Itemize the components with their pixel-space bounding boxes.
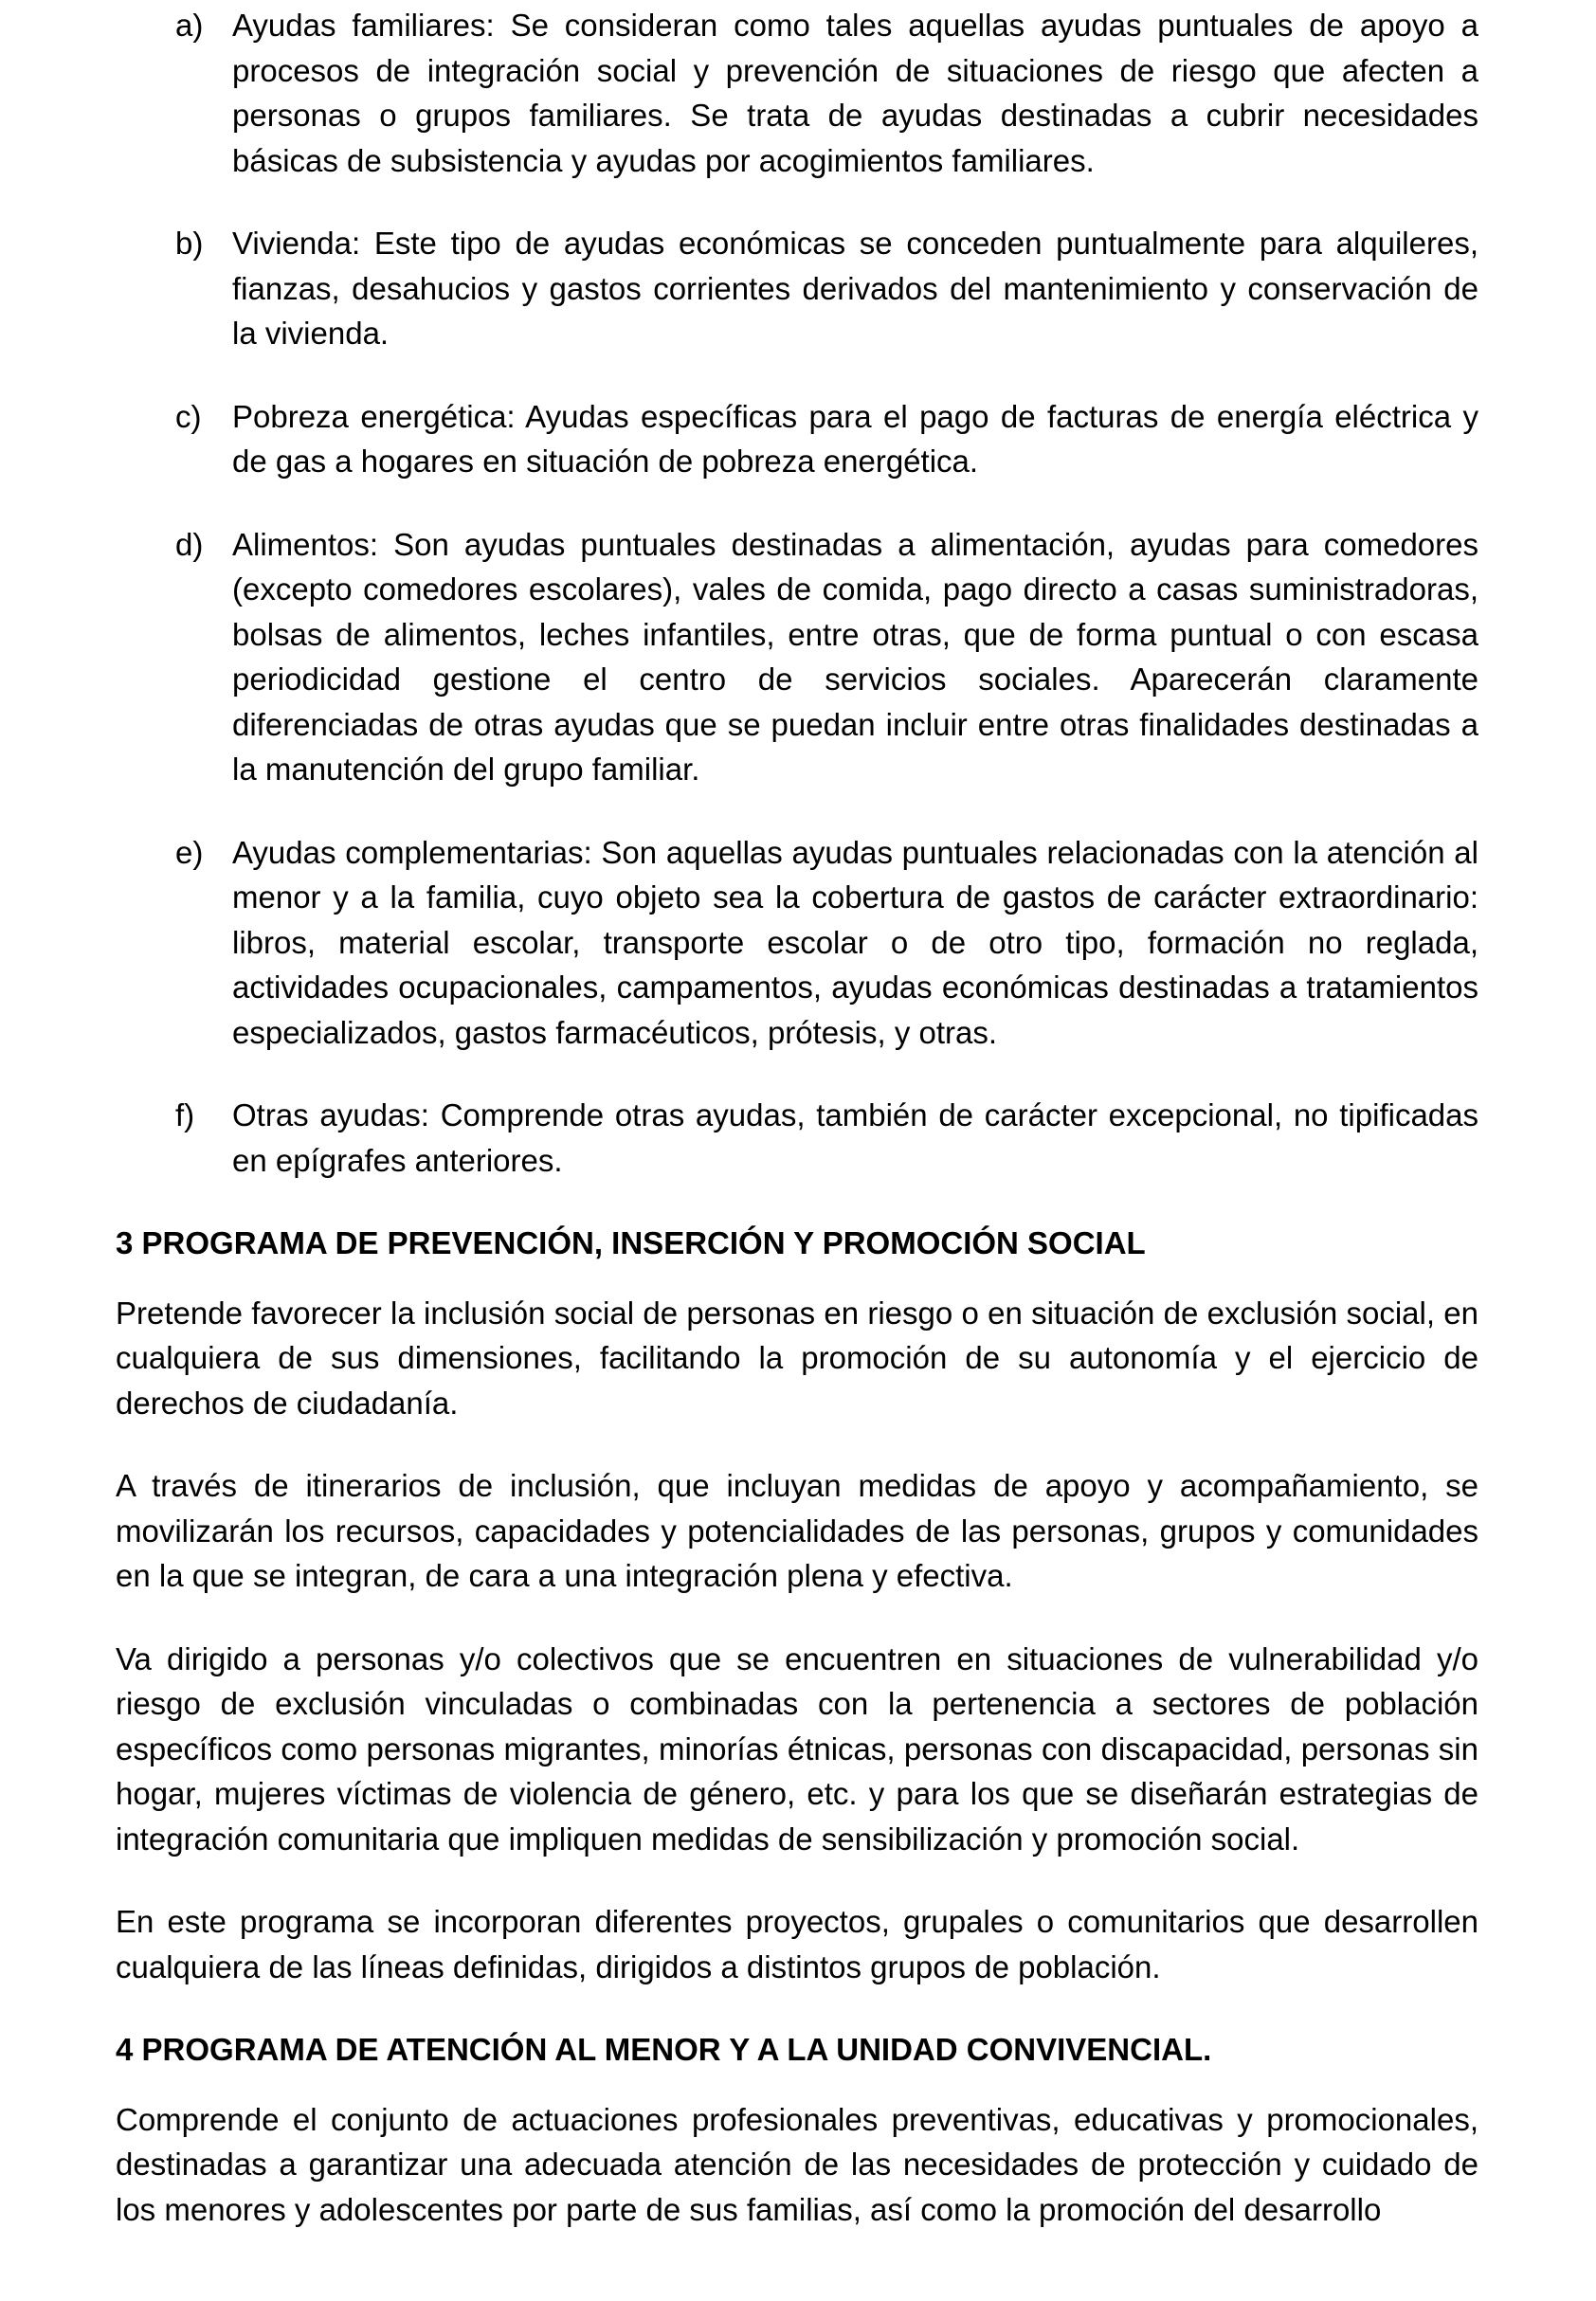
list-item [175,3,1478,183]
list-item-marker: b) [175,226,204,261]
list-item-text: Otras ayudas: Comprende otras ayudas, también de carácter excepcional, no tipificadas en epígrafes anteriores. [232,1097,1478,1178]
list-item [175,830,1478,1056]
section-4-heading: 4 PROGRAMA DE ATENCIÓN AL MENOR Y A LA UNIDAD CONVIVENCIAL. [116,2032,1212,2067]
list-item-text: Vivienda: Este tipo de ayudas económicas se conceden puntualmente para alquileres, fianzas, desahucios y gastos corrientes derivados del mantenimiento y conservación de la vivienda. [232,226,1478,351]
section-3-paragraph: En este programa se incorporan diferentes proyectos, grupales o comunitarios que desarrollen cualquiera de las líneas definidas, dirigidos a distintos grupos de población. [116,1904,1478,1984]
list-item [175,1093,1478,1183]
list-item [175,221,1478,356]
list-item-text: Pobreza energética: Ayudas específicas para el pago de facturas de energía eléctrica y de gas a hogares en situación de pobreza energética. [232,398,1478,479]
section-4-paragraph: Comprende el conjunto de actuaciones profesionales preventivas, educativas y promocionales, destinadas a garantizar una adecuada atención de las necesidades de protección y cuidado de los menores y adolescentes por parte de sus familias, así como la promoción del desarrollo [116,2101,1478,2227]
list-item-marker: a) [175,8,204,43]
list-item-marker: d) [175,526,204,562]
list-item-text: Ayudas familiares: Se consideran como tales aquellas ayudas puntuales de apoyo a procesos de integración social y prevención de situaciones de riesgo que afecten a personas o grupos familiares. Se trata de ayudas destinadas a cubrir necesidades básicas de subsistencia y ayudas por acogimientos familiares. [232,8,1478,178]
list-item-text: Ayudas complementarias: Son aquellas ayudas puntuales relacionadas con la atención al menor y a la familia, cuyo objeto sea la cobertura de gastos de carácter extraordinario: libros, material escolar, transporte escolar o de otro tipo, formación no reglada, actividades ocupacionales, campamentos, ayudas económicas destinadas a tratamientos especializados, gastos farmacéuticos, prótesis, y otras. [232,834,1478,1050]
section-3-heading: 3 PROGRAMA DE PREVENCIÓN, INSERCIÓN Y PROMOCIÓN SOCIAL [116,1225,1146,1260]
list-item-marker: c) [175,398,202,434]
list-item [175,522,1478,792]
section-3-paragraph: Va dirigido a personas y/o colectivos que se encuentren en situaciones de vulnerabilidad y/o riesgo de exclusión vinculadas o combinadas con la pertenencia a sectores de población específicos como personas migrantes, minorías étnicas, personas con discapacidad, personas sin hogar, mujeres víctimas de violencia de género, etc. y para los que se diseñarán estrategias de integración comunitaria que impliquen medidas de sensibilización y promoción social. [116,1640,1478,1857]
aid-types-list [116,3,1478,1183]
section-3-paragraph: Pretende favorecer la inclusión social de personas en riesgo o en situación de exclusión social, en cualquiera de sus dimensiones, facilitando la promoción de su autonomía y el ejercicio de derechos de ciudadanía. [116,1295,1478,1421]
list-item-text: Alimentos: Son ayudas puntuales destinadas a alimentación, ayudas para comedores (excepto comedores escolares), vales de comida, pago directo a casas suministradoras, bolsas de alimentos, leches infantiles, entre otras, que de forma puntual o con escasa periodicidad gestione el centro de servicios sociales. Aparecerán claramente diferenciadas de otras ayudas que se puedan incluir entre otras finalidades destinadas a la manutención del grupo familiar. [232,526,1478,787]
list-item [175,394,1478,484]
list-item-marker: e) [175,834,204,870]
section-3-paragraph: A través de itinerarios de inclusión, que incluyan medidas de apoyo y acompañamiento, se movilizarán los recursos, capacidades y potencialidades de las personas, grupos y comunidades en la que se integran, de cara a una integración plena y efectiva. [116,1468,1478,1593]
list-item-marker: f) [175,1097,195,1132]
